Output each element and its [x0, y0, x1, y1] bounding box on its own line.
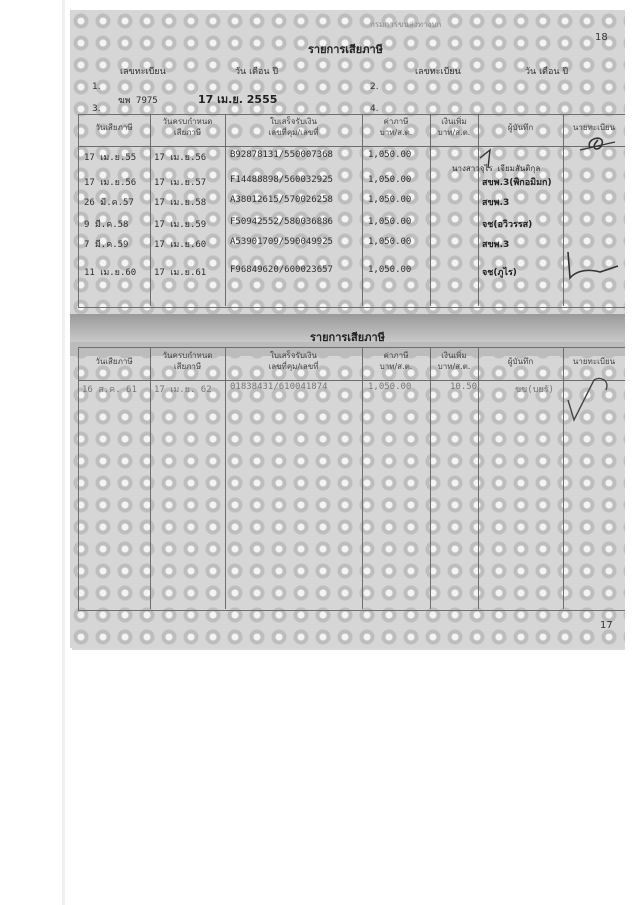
- due-date: 17 เม.ย.59: [154, 220, 207, 230]
- recorder: นางสาวจุไร เจียมสันติกุล: [452, 164, 541, 173]
- col-header-extra: เงินเพิ่ม บาท/ส.ต.: [437, 351, 471, 371]
- reg-label-right: เลขทะเบียน: [415, 67, 461, 77]
- tax-amount: 1,050.00: [368, 382, 412, 392]
- line2-number: 2.: [370, 82, 379, 92]
- tax-record-sheet: [70, 10, 625, 648]
- top-page-title: รายการเสียภาษี: [308, 43, 383, 56]
- col-header-tax: ค่าภาษี บาท/ส.ต.: [379, 117, 413, 137]
- bottom-page-number: 17: [600, 620, 613, 631]
- line1-date: 17 เม.ย. 2555: [198, 93, 278, 106]
- recorder: จช(อวิวรรส): [482, 220, 533, 230]
- line3-number: 3.: [92, 104, 101, 114]
- col-header-registrar: นายทะเบียน: [572, 357, 616, 366]
- due-date: 17 เม.ย.61: [154, 268, 207, 278]
- handwritten-signature-bottom: [560, 370, 625, 440]
- due-date: 17 เม.ย. 62: [154, 385, 212, 395]
- due-date: 17 เม.ย.58: [154, 198, 207, 208]
- receipt-number: A38012615/570026258: [230, 195, 333, 205]
- top-page-number: 18: [595, 32, 608, 43]
- receipt-number: F50942552/580036886: [230, 217, 333, 227]
- date-label-right: วัน เดือน ปี: [525, 67, 569, 77]
- col-header-due-date: วันครบกำหนด เสียภาษี: [162, 117, 213, 137]
- col-header-recorder: ผู้บันทึก: [507, 123, 534, 132]
- receipt-number: F96849620/600023657: [230, 265, 333, 275]
- tax-amount: 1,050.00: [368, 237, 412, 247]
- receipt-number: F14488898/560032925: [230, 175, 333, 185]
- col-header-due-date: วันครบกำหนด เสียภาษี: [162, 351, 213, 371]
- col-header-paid-date: วันเสียภาษี: [95, 123, 133, 132]
- registrar-signature-2: [568, 252, 618, 278]
- extra-amount: 10.50: [450, 382, 478, 392]
- due-date: 17 เม.ย.56: [154, 153, 207, 163]
- handwritten-signatures: [70, 10, 625, 310]
- due-date: 17 เม.ย.57: [154, 178, 207, 188]
- receipt-number: A53901709/590049925: [230, 237, 333, 247]
- date-label-left: วัน เดือน ปี: [235, 67, 279, 77]
- col-header-receipt: ใบเสร็จรับเงิน เลขที่คุม/เลขที่: [268, 117, 319, 137]
- tax-amount: 1,050.00: [368, 265, 412, 275]
- line1-registration: ฆพ 7975: [118, 96, 158, 106]
- receipt-number: B92878131/550007368: [230, 150, 333, 160]
- tax-amount: 1,050.00: [368, 195, 412, 205]
- reg-label-left: เลขทะเบียน: [120, 67, 166, 77]
- bottom-page-title: รายการเสียภาษี: [310, 331, 385, 344]
- line4-number: 4.: [370, 104, 379, 114]
- paid-date: 9 มี.ค.58: [84, 220, 129, 230]
- paid-date: 7 มี.ค.59: [84, 240, 129, 250]
- receipt-number: 01838431/610041874: [230, 382, 328, 392]
- recorder: สขพ.3: [482, 198, 510, 208]
- paid-date: 11 เม.ย.60: [84, 268, 137, 278]
- due-date: 17 เม.ย.60: [154, 240, 207, 250]
- tax-amount: 1,050.00: [368, 217, 412, 227]
- dept-header: กรมการขนส่งทางบก: [370, 20, 442, 29]
- paid-date: 16 ส.ค. 61: [82, 385, 137, 395]
- col-header-paid-date: วันเสียภาษี: [95, 357, 133, 366]
- recorder: สขพ.3(พิกอมิมก): [482, 178, 552, 188]
- col-header-receipt: ใบเสร็จรับเงิน เลขที่คุม/เลขที่: [268, 351, 319, 371]
- line1-number: 1.: [92, 82, 101, 92]
- col-header-extra: เงินเพิ่ม บาท/ส.ต.: [437, 117, 471, 137]
- paid-date: 17 เม.ย.56: [84, 178, 137, 188]
- tax-amount: 1,050.00: [368, 175, 412, 185]
- col-header-recorder: ผู้บันทึก: [507, 357, 534, 366]
- checkmark-icon: [480, 150, 490, 168]
- col-header-tax: ค่าภาษี บาท/ส.ต.: [379, 351, 413, 371]
- recorder: จช(ภูไร): [482, 268, 517, 278]
- tax-amount: 1,050.00: [368, 150, 412, 160]
- paid-date: 26 มี.ค.57: [84, 198, 134, 208]
- recorder: ขข(บยรั): [515, 385, 554, 395]
- paper-fold-line: [62, 0, 65, 905]
- sheet-bottom-edge: [72, 648, 625, 650]
- recorder: สขพ.3: [482, 240, 510, 250]
- col-header-registrar: นายทะเบียน: [572, 123, 616, 132]
- paid-date: 17 เม.ย.55: [84, 153, 137, 163]
